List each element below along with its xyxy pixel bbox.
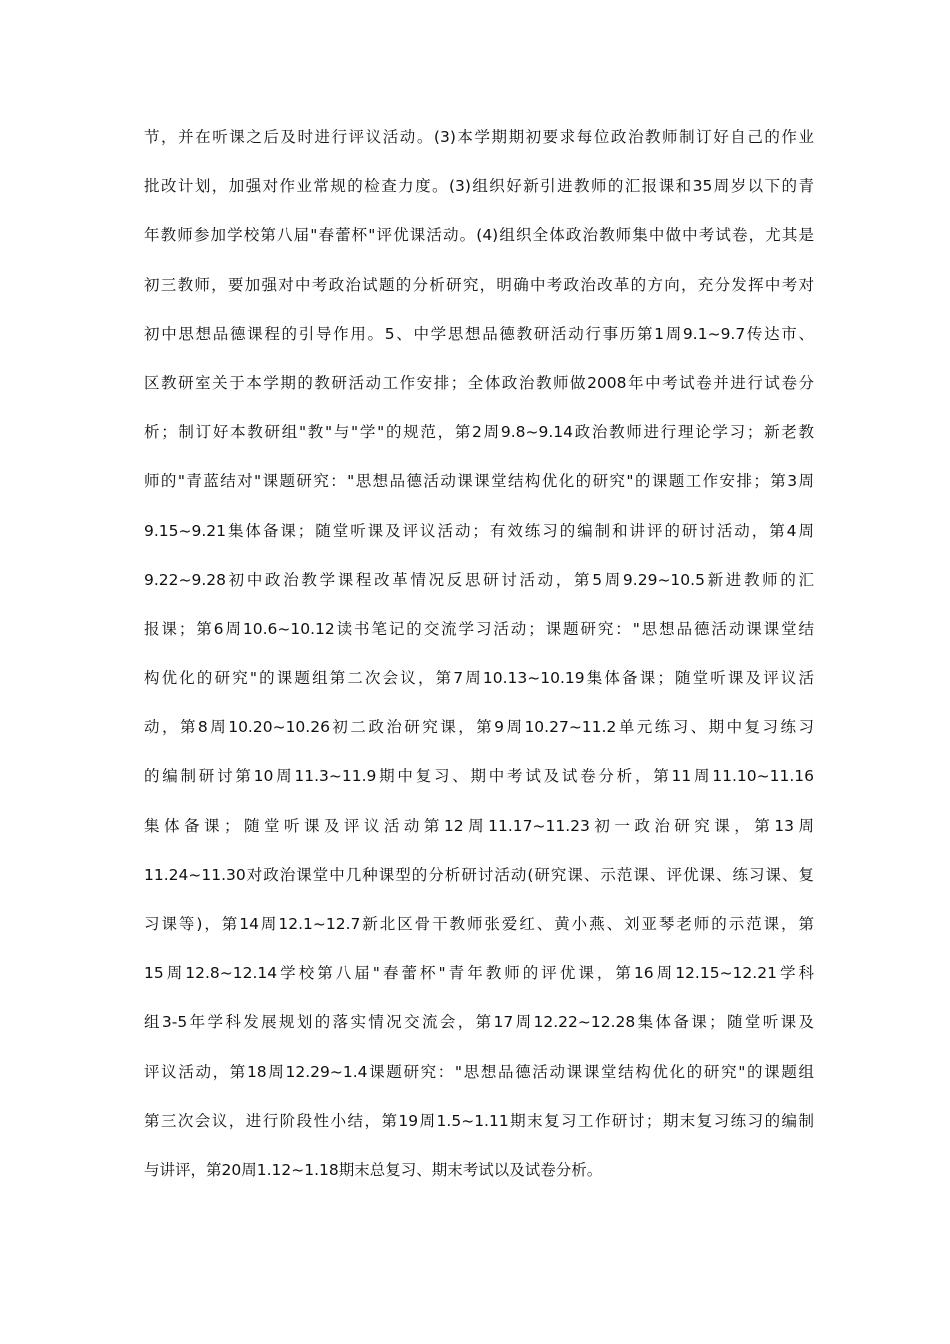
text-line: 与讲评，第20周1.12~1.18期末总复习、期末考试以及试卷分析。: [144, 1160, 603, 1179]
text-line: 动，第8周10.20~10.26初二政治研究课，第9周10.27~11.2单元练习、期中复习练习: [144, 718, 814, 737]
text-line: 师的"青蓝结对"课题研究："思想品德活动课课堂结构优化的研究"的课题工作安排；第3周: [144, 472, 814, 491]
text-line: 析；制订好本教研组"教"与"学"的规范，第2周9.8~9.14政治教师进行理论学习；新老教: [144, 423, 814, 442]
text-line: 组3-5年学科发展规划的落实情况交流会，第17周12.22~12.28集体备课；随堂听课及: [144, 1013, 814, 1032]
text-line: 初中思想品德课程的引导作用。5、中学思想品德教研活动行事历第1周9.1~9.7传达市、: [144, 324, 814, 343]
text-line: 15周12.8~12.14学校第八届"春蕾杯"青年教师的评优课，第16周12.15~12.21学科: [144, 964, 814, 983]
text-line: 的编制研讨第10周11.3~11.9期中复习、期中考试及试卷分析，第11周11.10~11.16: [144, 767, 814, 786]
text-line: 节，并在听课之后及时进行评议活动。(3)本学期期初要求每位政治教师制订好自己的作业: [144, 128, 814, 146]
text-line: 集体备课；随堂听课及评议活动第12周11.17~11.23初一政治研究课，第13周: [144, 816, 814, 835]
text-line: 评议活动，第18周12.29~1.4课题研究："思想品德活动课课堂结构优化的研究"的课题组: [144, 1062, 814, 1081]
text-line: 年教师参加学校第八届"春蕾杯"评优课活动。(4)组织全体政治教师集中做中考试卷，尤其是: [144, 226, 814, 245]
text-line: 报课；第6周10.6~10.12读书笔记的交流学习活动；课题研究："思想品德活动课课堂结: [144, 619, 814, 638]
body-paragraph: [144, 122, 814, 1204]
text-line: 初三教师，要加强对中考政治试题的分析研究，明确中考政治改革的方向，充分发挥中考对: [144, 275, 814, 294]
text-line: 9.22~9.28初中政治教学课程改革情况反思研讨活动，第5周9.29~10.5新进教师的汇: [144, 570, 814, 589]
text-line: 构优化的研究"的课题组第二次会议，第7周10.13~10.19集体备课；随堂听课及评议活: [144, 669, 814, 688]
text-line: 9.15~9.21集体备课；随堂听课及评议活动；有效练习的编制和讲评的研讨活动，第4周: [144, 521, 814, 540]
text-line: 习课等)，第14周12.1~12.7新北区骨干教师张爱红、黄小燕、刘亚琴老师的示范课，第: [144, 915, 814, 933]
text-line: 第三次会议，进行阶段性小结，第19周1.5~1.11期末复习工作研讨；期末复习练习的编制: [144, 1111, 814, 1130]
text-line: 11.24~11.30对政治课堂中几种课型的分析研讨活动(研究课、示范课、评优课、练习课、复: [144, 865, 814, 884]
text-line: 区教研室关于本学期的教研活动工作安排；全体政治教师做2008年中考试卷并进行试卷分: [144, 373, 814, 392]
text-line: 批改计划，加强对作业常规的检查力度。(3)组织好新引进教师的汇报课和35周岁以下的青: [144, 177, 814, 196]
